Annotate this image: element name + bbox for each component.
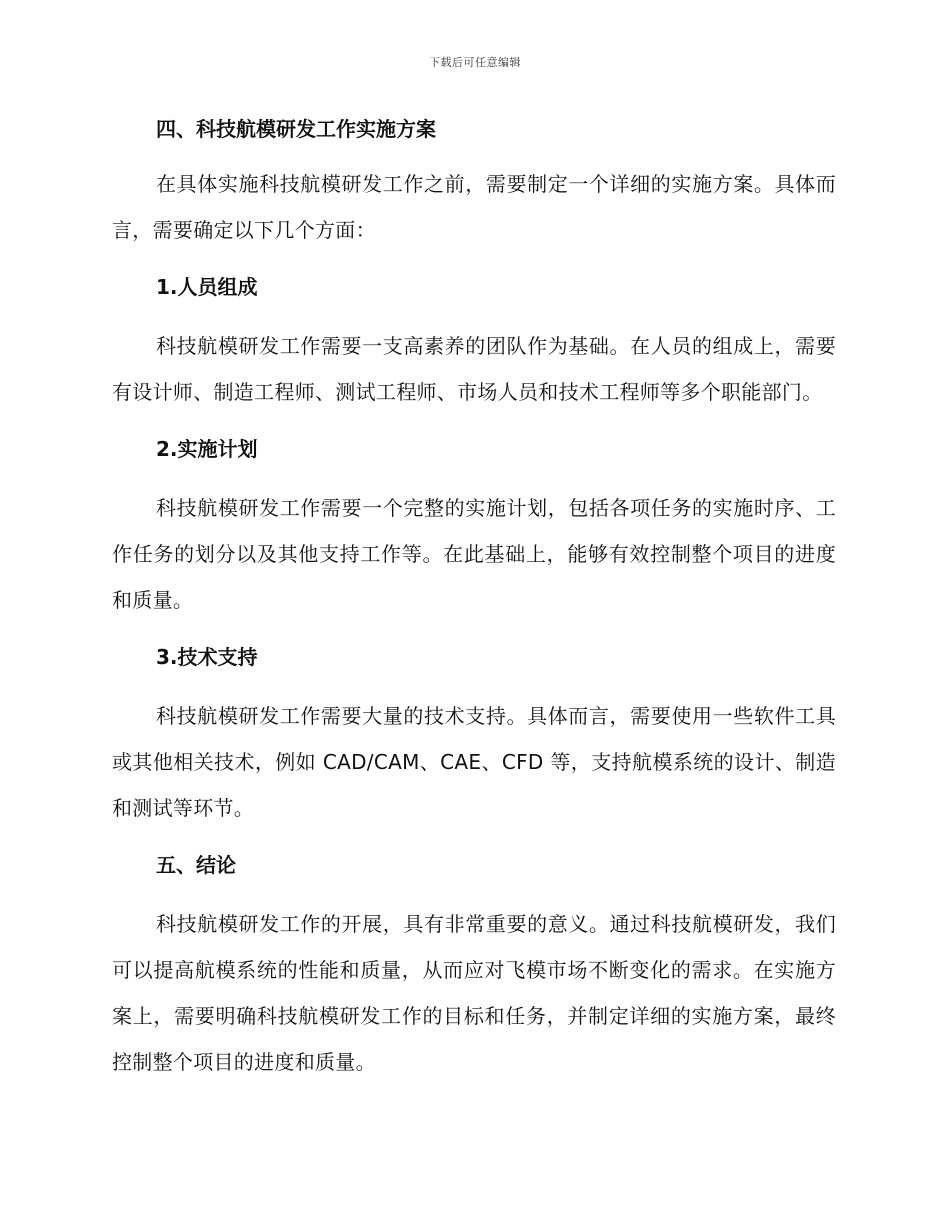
document-body bbox=[112, 112, 836, 1085]
section-paragraph-implementation-plan: 在具体实施科技航模研发工作之前，需要制定一个详细的实施方案。具体而言，需要确定以下几个方面： bbox=[112, 172, 836, 242]
section-paragraph-conclusion: 科技航模研发工作的开展，具有非常重要的意义。通过科技航模研发，我们可以提高航模系统的性能和质量，从而应对飞模市场不断变化的需求。在实施方案上，需要明确科技航模研发工作的目标和任务，并制定详细的实施方案，最终控制整个项目的进度和质量。 bbox=[112, 912, 836, 1074]
section-heading-implementation-plan: 四、科技航模研发工作实施方案 bbox=[156, 117, 436, 141]
page-header: 下载后可任意编辑 bbox=[429, 56, 521, 69]
section-heading-schedule: 2.实施计划 bbox=[156, 437, 258, 461]
section-paragraph-personnel: 科技航模研发工作需要一支高素养的团队作为基础。在人员的组成上，需要有设计师、制造工程师、测试工程师、市场人员和技术工程师等多个职能部门。 bbox=[112, 334, 836, 404]
section-heading-conclusion: 五、结论 bbox=[156, 853, 236, 877]
section-heading-personnel: 1.人员组成 bbox=[156, 275, 258, 299]
section-heading-tech-support: 3.技术支持 bbox=[156, 645, 258, 669]
section-paragraph-schedule: 科技航模研发工作需要一个完整的实施计划，包括各项任务的实施时序、工作任务的划分以及其他支持工作等。在此基础上，能够有效控制整个项目的进度和质量。 bbox=[112, 496, 836, 612]
section-paragraph-tech-support: 科技航模研发工作需要大量的技术支持。具体而言，需要使用一些软件工具或其他相关技术，例如 CAD/CAM、CAE、CFD 等，支持航模系统的设计、制造和测试等环节。 bbox=[112, 704, 836, 820]
